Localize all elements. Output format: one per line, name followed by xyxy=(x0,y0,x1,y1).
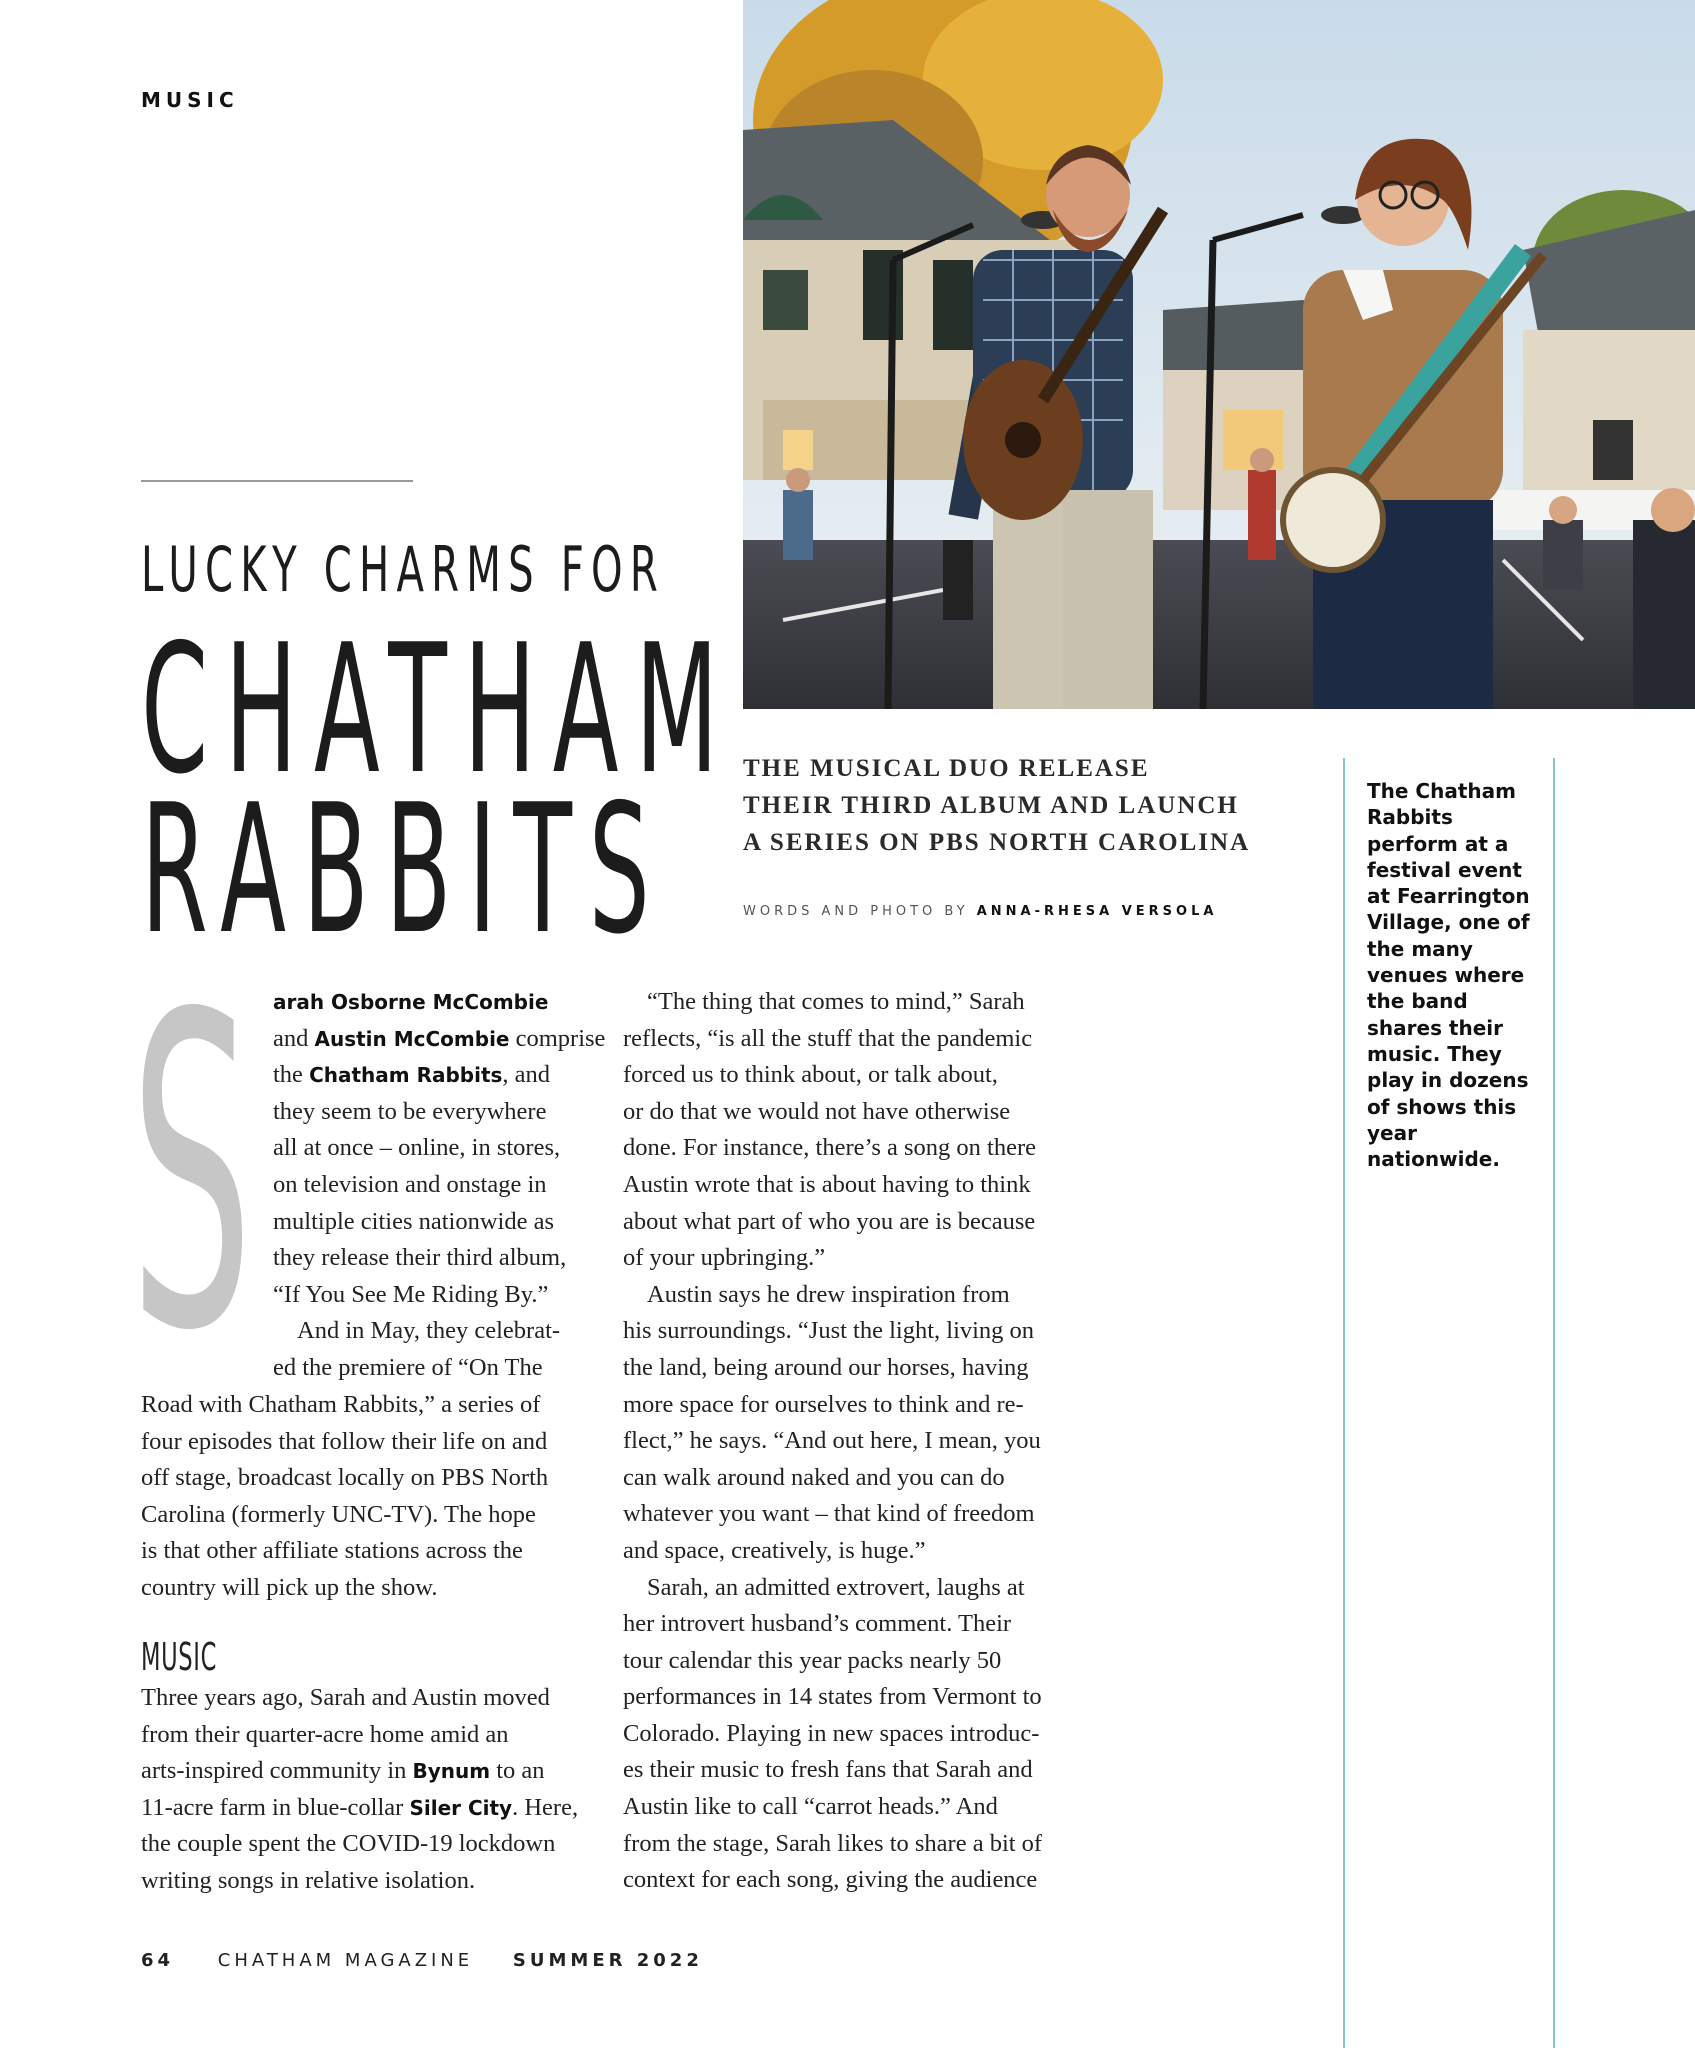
issue-date: SUMMER 2022 xyxy=(512,1950,703,1971)
body-line: multiple cities nationwide as xyxy=(273,1207,555,1235)
body-line: writing songs in relative isolation. xyxy=(141,1866,476,1894)
title-line-3: RABBITS xyxy=(141,766,667,973)
body-line: and Austin McCombie comprise xyxy=(273,1024,606,1052)
body-line: on television and onstage in xyxy=(273,1170,547,1198)
body-line: they seem to be everywhere xyxy=(273,1097,547,1125)
body-column-2 xyxy=(623,984,1042,1899)
body-line: four episodes that follow their life on and xyxy=(141,1427,548,1455)
body-line: Road with Chatham Rabbits,” a series of xyxy=(141,1391,541,1418)
deck xyxy=(743,750,1283,861)
body-line: Austin says he drew inspiration from xyxy=(647,1280,1010,1308)
title-line-2: CHATHAM xyxy=(141,606,735,813)
body-line: country will pick up the show. xyxy=(141,1573,438,1601)
byline-prefix: WORDS AND PHOTO BY xyxy=(743,904,969,919)
drop-cap: S xyxy=(130,925,253,1425)
body-line: Austin wrote that is about having to think xyxy=(623,1170,1031,1198)
caption-rule-left xyxy=(1343,758,1345,2048)
body-line: and space, creatively, is huge.” xyxy=(623,1536,926,1564)
band-photo xyxy=(743,0,1695,709)
body-line: they release their third album, xyxy=(273,1244,567,1272)
body-column-1-section xyxy=(141,1680,578,1900)
body-line: tour calendar this year packs nearly 50 xyxy=(623,1646,1002,1674)
deck-line-3: A SERIES ON PBS NORTH CAROLINA xyxy=(743,829,1251,856)
body-line: about what part of who you are is because xyxy=(623,1207,1036,1235)
body-line: ed the premiere of “On The xyxy=(273,1353,543,1381)
body-line: his surroundings. “Just the light, living on xyxy=(623,1317,1035,1345)
body-line: or do that we would not have otherwise xyxy=(623,1097,1011,1125)
body-line: 11-acre farm in blue-collar Siler City. Here, xyxy=(141,1793,579,1821)
body-line: Austin like to call “carrot heads.” And xyxy=(623,1793,998,1821)
body-line: And in May, they celebrat- xyxy=(297,1317,561,1345)
body-line: the land, being around our horses, having xyxy=(623,1353,1029,1381)
byline-author: ANNA-RHESA VERSOLA xyxy=(976,904,1218,919)
body-column-1-full xyxy=(141,1387,548,1607)
body-line: the couple spent the COVID-19 lockdown xyxy=(141,1830,556,1858)
body-line: Three years ago, Sarah and Austin moved xyxy=(141,1684,550,1711)
deck-line-2: THEIR THIRD ALBUM AND LAUNCH xyxy=(743,792,1239,819)
body-line: off stage, broadcast locally on PBS North xyxy=(141,1464,549,1492)
caption-rule-right xyxy=(1553,758,1555,2048)
body-line: can walk around naked and you can do xyxy=(623,1463,1005,1491)
subhead: MUSIC xyxy=(141,1635,218,1679)
body-line: Carolina (formerly UNC-TV). The hope xyxy=(141,1500,536,1528)
body-line: the Chatham Rabbits, and xyxy=(273,1061,551,1089)
body-line: context for each song, giving the audience xyxy=(623,1866,1038,1894)
deck-line-1: THE MUSICAL DUO RELEASE xyxy=(743,755,1150,782)
body-line: forced us to think about, or talk about, xyxy=(623,1061,998,1089)
body-line: performances in 14 states from Vermont to xyxy=(623,1683,1042,1711)
body-line: es their music to fresh fans that Sarah and xyxy=(623,1756,1033,1784)
magazine-name: CHATHAM MAGAZINE xyxy=(217,1950,474,1971)
byline xyxy=(743,904,1217,919)
body-line: arah Osborne McCombie xyxy=(273,990,549,1014)
body-line: is that other affiliate stations across the xyxy=(141,1537,523,1565)
body-line: of your upbringing.” xyxy=(623,1244,826,1272)
body-line: “The thing that comes to mind,” Sarah xyxy=(647,988,1025,1015)
body-line: from their quarter-acre home amid an xyxy=(141,1720,509,1748)
body-line: “If You See Me Riding By.” xyxy=(273,1280,549,1308)
body-line: Colorado. Playing in new spaces introduc- xyxy=(623,1719,1040,1747)
title-line-1: LUCKY CHARMS FOR xyxy=(141,533,665,606)
body-line: reflects, “is all the stuff that the pandemic xyxy=(623,1024,1033,1052)
body-line: flect,” he says. “And out here, I mean, you xyxy=(623,1427,1041,1455)
body-line: all at once – online, in stores, xyxy=(273,1134,561,1162)
body-line: more space for ourselves to think and re- xyxy=(623,1390,1024,1418)
body-column-1-indented xyxy=(273,984,605,1387)
page-footer xyxy=(141,1950,703,1971)
body-line: from the stage, Sarah likes to share a bit of xyxy=(623,1829,1043,1857)
title-rule xyxy=(141,480,413,482)
body-line: arts-inspired community in Bynum to an xyxy=(141,1757,545,1785)
body-line: Sarah, an admitted extrovert, laughs at xyxy=(647,1573,1025,1601)
page-number: 64 xyxy=(141,1950,175,1971)
section-label: MUSIC xyxy=(141,88,239,112)
body-line: done. For instance, there’s a song on there xyxy=(623,1134,1036,1162)
body-line: whatever you want – that kind of freedom xyxy=(623,1500,1035,1528)
body-line: her introvert husband’s comment. Their xyxy=(623,1610,1012,1638)
photo-caption: The Chatham Rabbits perform at a festival event at Fearrington Village, one of the many venues where the band shares their music. They play in dozens of shows this year nationwide. xyxy=(1367,779,1530,1172)
